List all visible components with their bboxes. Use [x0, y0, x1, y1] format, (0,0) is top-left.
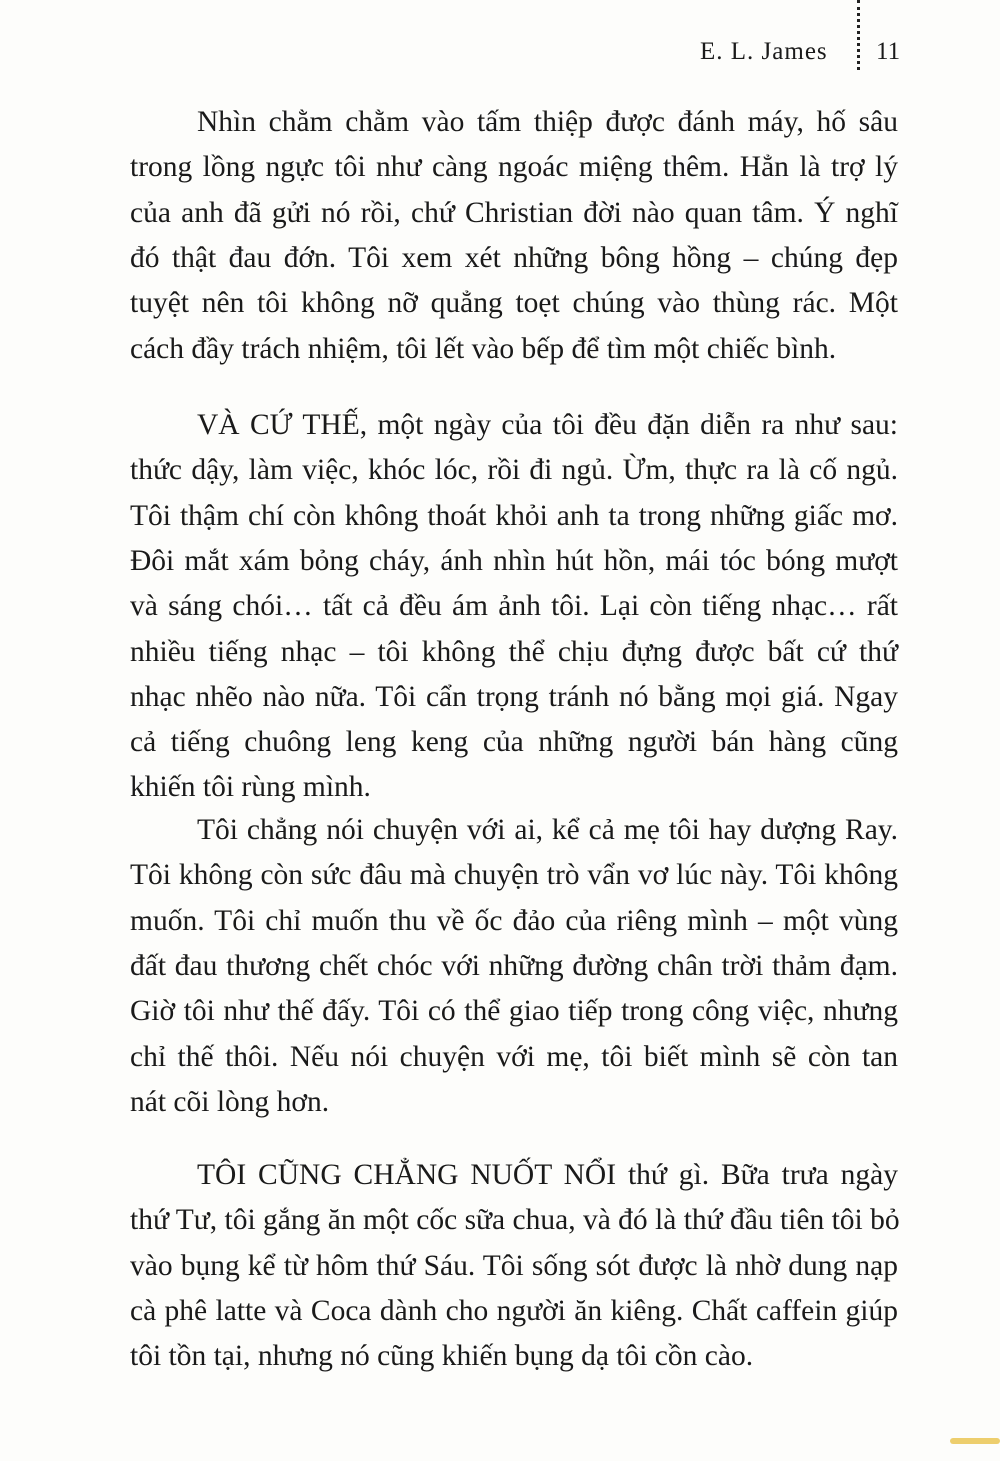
- text-line: trong lồng ngực tôi như càng ngoác miệng thêm. Hẳn là trợ lý: [130, 151, 898, 184]
- text-line: Tôi thậm chí còn không thoát khỏi anh ta trong những giấc mơ.: [130, 499, 898, 532]
- scan-smudge: [950, 1438, 1000, 1444]
- text-line: Tôi không còn sức đâu mà chuyện trò vẩn vơ lúc này. Tôi không: [130, 859, 898, 892]
- text-line: VÀ CỨ THẾ, một ngày của tôi đều đặn diễn ra như sau:: [197, 409, 898, 441]
- text-line: khiến tôi rùng mình.: [130, 771, 371, 804]
- text-line: và sáng chói… tất cả đều ám ảnh tôi. Lại còn tiếng nhạc… rất: [130, 590, 898, 623]
- text-line: muốn. Tôi chỉ muốn thu về ốc đảo của riêng mình – một vùng: [130, 904, 898, 937]
- text-line: đất đau thương chết chóc với những đường chân trời thảm đạm.: [130, 949, 898, 982]
- text-line: cà phê latte và Coca dành cho người ăn kiêng. Chất caffein giúp: [130, 1294, 898, 1327]
- text-line: TÔI CŨNG CHẲNG NUỐT NỔI thứ gì. Bữa trưa ngày: [197, 1159, 898, 1191]
- page-number: 11: [876, 38, 901, 65]
- text-line: thứ Tư, tôi gắng ăn một cốc sữa chua, và đó là thứ đầu tiên tôi bỏ: [130, 1204, 900, 1237]
- text-line: Đôi mắt xám bỏng cháy, ánh nhìn hút hồn, mái tóc bóng mượt: [130, 544, 898, 577]
- text-line: Giờ tôi như thế đấy. Tôi có thể giao tiếp trong công việc, nhưng: [130, 995, 898, 1028]
- text-line: vào bụng kể từ hôm thứ Sáu. Tôi sống sót được là nhờ dung nạp: [130, 1249, 898, 1282]
- text-line: nát cõi lòng hơn.: [130, 1085, 330, 1118]
- text-line: đó thật đau đớn. Tôi xem xét những bông hồng – chúng đẹp: [130, 241, 898, 274]
- text-line: của anh đã gửi nó rồi, chứ Christian đời nào quan tâm. Ý nghĩ: [130, 196, 898, 229]
- running-header-author: E. L. James: [700, 38, 828, 65]
- text-line: Tôi chẳng nói chuyện với ai, kể cả mẹ tôi hay dượng Ray.: [197, 814, 898, 846]
- text-line: nhạc nhẽo nào nữa. Tôi cẩn trọng tránh nó bằng mọi giá. Ngay: [130, 680, 898, 713]
- text-line: cả tiếng chuông leng keng của những người bán hàng cũng: [130, 726, 898, 759]
- text-line: tôi tồn tại, nhưng nó cũng khiến bụng dạ tôi cồn cào.: [130, 1340, 754, 1373]
- header-divider: [857, 0, 860, 70]
- text-line: nhiều tiếng nhạc – tôi không thể chịu đựng được bất cứ thứ: [130, 635, 898, 668]
- text-line: Nhìn chằm chằm vào tấm thiệp được đánh máy, hố sâu: [197, 106, 898, 138]
- text-line: chỉ thế thôi. Nếu nói chuyện với mẹ, tôi biết mình sẽ còn tan: [130, 1040, 898, 1073]
- text-line: tuyệt nên tôi không nỡ quẳng toẹt chúng vào thùng rác. Một: [130, 287, 898, 320]
- text-line: cách đầy trách nhiệm, tôi lết vào bếp để tìm một chiếc bình.: [130, 332, 837, 365]
- text-line: thức dậy, làm việc, khóc lóc, rồi đi ngủ. Ừm, thực ra là cố ngủ.: [130, 454, 898, 487]
